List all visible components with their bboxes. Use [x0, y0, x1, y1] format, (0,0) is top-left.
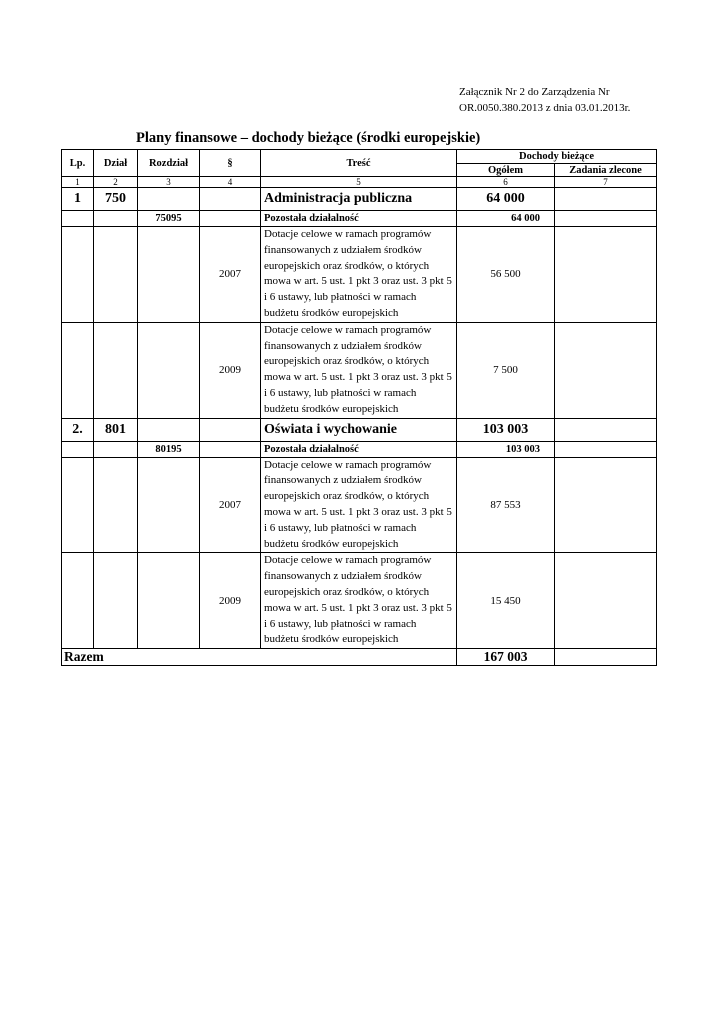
section-lp: 1 [62, 188, 94, 211]
item-row [62, 457, 657, 553]
rozdzial-total: 64 000 [457, 211, 555, 227]
section-lp: 2. [62, 418, 94, 441]
col-header-ogolem: Ogółem [457, 164, 555, 177]
col-number: 2 [94, 177, 138, 188]
col-number: 1 [62, 177, 94, 188]
item-paragraf: 2009 [200, 553, 261, 649]
col-header-lp: Lp. [62, 150, 94, 177]
item-paragraf: 2007 [200, 227, 261, 323]
item-row [62, 553, 657, 649]
col-number: 5 [261, 177, 457, 188]
total-row [62, 649, 657, 666]
rozdzial-row [62, 211, 657, 227]
total-amount: 167 003 [457, 649, 555, 666]
attachment-note-line2: OR.0050.380.2013 z dnia 03.01.2013r. [459, 102, 631, 114]
column-number-row [62, 177, 657, 188]
financial-plan-table [61, 149, 657, 666]
rozdzial-row [62, 441, 657, 457]
col-number: 4 [200, 177, 261, 188]
item-amount: 15 450 [457, 553, 555, 649]
item-description: Dotacje celowe w ramach programów finansowanych z udziałem środków europejskich oraz środków, o których mowa w art. 5 ust. 1 pkt 3 oraz ust. 3 pkt 5 i 6 ustawy, lub płatności w ramach budżetu środków europejskich [261, 457, 457, 553]
section-row [62, 418, 657, 441]
total-label: Razem [62, 649, 457, 666]
item-row [62, 322, 657, 418]
item-description: Dotacje celowe w ramach programów finansowanych z udziałem środków europejskich oraz środków, o których mowa w art. 5 ust. 1 pkt 3 oraz ust. 3 pkt 5 i 6 ustawy, lub płatności w ramach budżetu środków europejskich [261, 227, 457, 323]
col-header-dzial: Dział [94, 150, 138, 177]
item-amount: 56 500 [457, 227, 555, 323]
col-header-rozdzial: Rozdział [138, 150, 200, 177]
col-header-tresc: Treść [261, 150, 457, 177]
col-header-paragraf: § [200, 150, 261, 177]
item-row [62, 227, 657, 323]
rozdzial-code: 80195 [138, 441, 200, 457]
rozdzial-name: Pozostała działalność [261, 211, 457, 227]
document-title: Plany finansowe – dochody bieżące (środki europejskie) [136, 130, 481, 146]
section-name: Administracja publiczna [261, 188, 457, 211]
section-dzial: 801 [94, 418, 138, 441]
item-description: Dotacje celowe w ramach programów finansowanych z udziałem środków europejskich oraz środków, o których mowa w art. 5 ust. 1 pkt 3 oraz ust. 3 pkt 5 i 6 ustawy, lub płatności w ramach budżetu środków europejskich [261, 553, 457, 649]
col-number: 7 [555, 177, 657, 188]
section-name: Oświata i wychowanie [261, 418, 457, 441]
header-row [62, 150, 657, 164]
rozdzial-code: 75095 [138, 211, 200, 227]
section-row [62, 188, 657, 211]
col-header-dochody: Dochody bieżące [457, 150, 657, 164]
section-total: 103 003 [457, 418, 555, 441]
section-dzial: 750 [94, 188, 138, 211]
section-total: 64 000 [457, 188, 555, 211]
item-amount: 7 500 [457, 322, 555, 418]
col-number: 6 [457, 177, 555, 188]
rozdzial-name: Pozostała działalność [261, 441, 457, 457]
item-paragraf: 2007 [200, 457, 261, 553]
attachment-note [459, 84, 630, 116]
item-paragraf: 2009 [200, 322, 261, 418]
attachment-note-line1: Załącznik Nr 2 do Zarządzenia Nr [459, 86, 610, 98]
item-amount: 87 553 [457, 457, 555, 553]
rozdzial-total: 103 003 [457, 441, 555, 457]
col-header-zlecone: Zadania zlecone [555, 164, 657, 177]
col-number: 3 [138, 177, 200, 188]
item-description: Dotacje celowe w ramach programów finansowanych z udziałem środków europejskich oraz środków, o których mowa w art. 5 ust. 1 pkt 3 oraz ust. 3 pkt 5 i 6 ustawy, lub płatności w ramach budżetu środków europejskich [261, 322, 457, 418]
